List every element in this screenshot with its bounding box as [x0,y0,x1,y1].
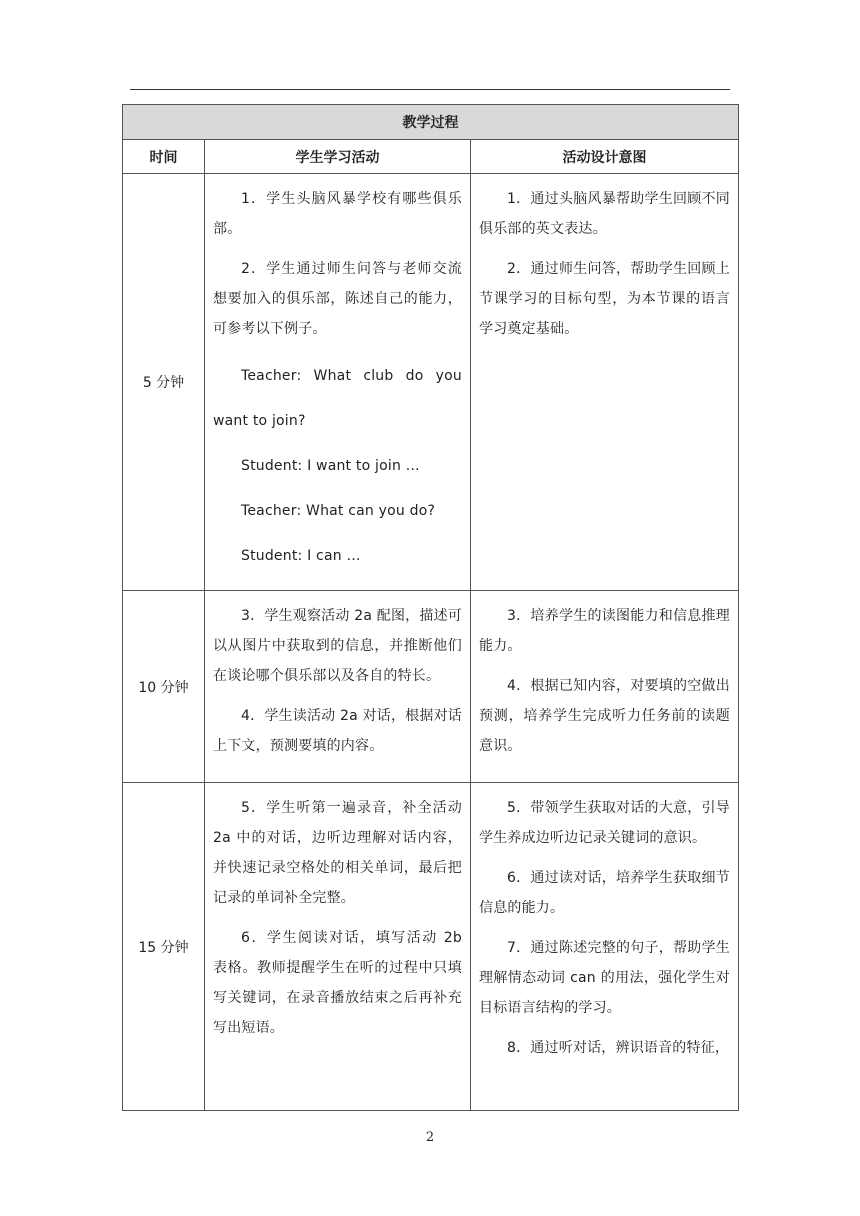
activity-text: 4．学生读活动 2a 对话，根据对话上下文，预测要填的内容。 [213,708,462,754]
table-row [123,591,739,783]
header-time: 时间 [123,140,205,174]
intent-text: 2．通过师生问答，帮助学生回顾上节课学习的目标句型，为本节课的语言学习奠定基础。 [479,261,730,337]
intent-text: 4．根据已知内容，对要填的空做出预测，培养学生完成听力任务前的读题意识。 [479,678,730,754]
intent-text: 5．带领学生获取对话的大意，引导学生养成边听边记录关键词的意识。 [479,800,730,846]
activity-text: 5．学生听第一遍录音，补全活动 2a 中的对话，边听边理解对话内容，并快速记录空格处的相关单词，最后把记录的单词补全完整。 [213,800,462,906]
dialogue-line: Student: I can … [241,548,361,564]
header-intents: 活动设计意图 [471,140,739,174]
activity-text: 2．学生通过师生问答与老师交流想要加入的俱乐部，陈述自己的能力，可参考以下例子。 [213,261,462,337]
activity-text: 3．学生观察活动 2a 配图，描述可以从图片中获取到的信息，并推断他们在谈论哪个俱乐部以及各自的特长。 [213,608,462,684]
intent-text: 7．通过陈述完整的句子，帮助学生理解情态动词 can 的用法，强化学生对目标语言结构的学习。 [479,940,730,1016]
row-time: 15 分钟 [123,783,205,1111]
intent-text: 3．培养学生的读图能力和信息推理能力。 [479,608,730,654]
teaching-process-table [122,104,739,1111]
row-time: 5 分钟 [123,174,205,591]
header-activities: 学生学习活动 [205,140,471,174]
activity-text: 6．学生阅读对话，填写活动 2b 表格。教师提醒学生在听的过程中只填写关键词，在录音播放结束之后再补充写出短语。 [213,930,462,1036]
dialogue-line: Student: I want to join … [241,458,420,474]
table-row [123,783,739,1111]
dialogue-line: Teacher: What club do you want to join? [213,368,462,429]
header-rule [130,89,730,90]
table-row [123,174,739,591]
table-title: 教学过程 [123,105,739,140]
row-activities [205,783,471,1111]
row-intents [471,783,739,1111]
activity-text: 1．学生头脑风暴学校有哪些俱乐部。 [213,191,462,237]
row-activities [205,174,471,591]
row-intents [471,174,739,591]
row-time: 10 分钟 [123,591,205,783]
intent-text: 6．通过读对话，培养学生获取细节信息的能力。 [479,870,730,916]
intent-text: 8．通过听对话，辨识语音的特征， [507,1040,730,1056]
row-activities [205,591,471,783]
page-number: 2 [425,1130,435,1145]
intent-text: 1．通过头脑风暴帮助学生回顾不同俱乐部的英文表达。 [479,191,730,237]
row-intents [471,591,739,783]
dialogue-line: Teacher: What can you do? [241,503,436,519]
